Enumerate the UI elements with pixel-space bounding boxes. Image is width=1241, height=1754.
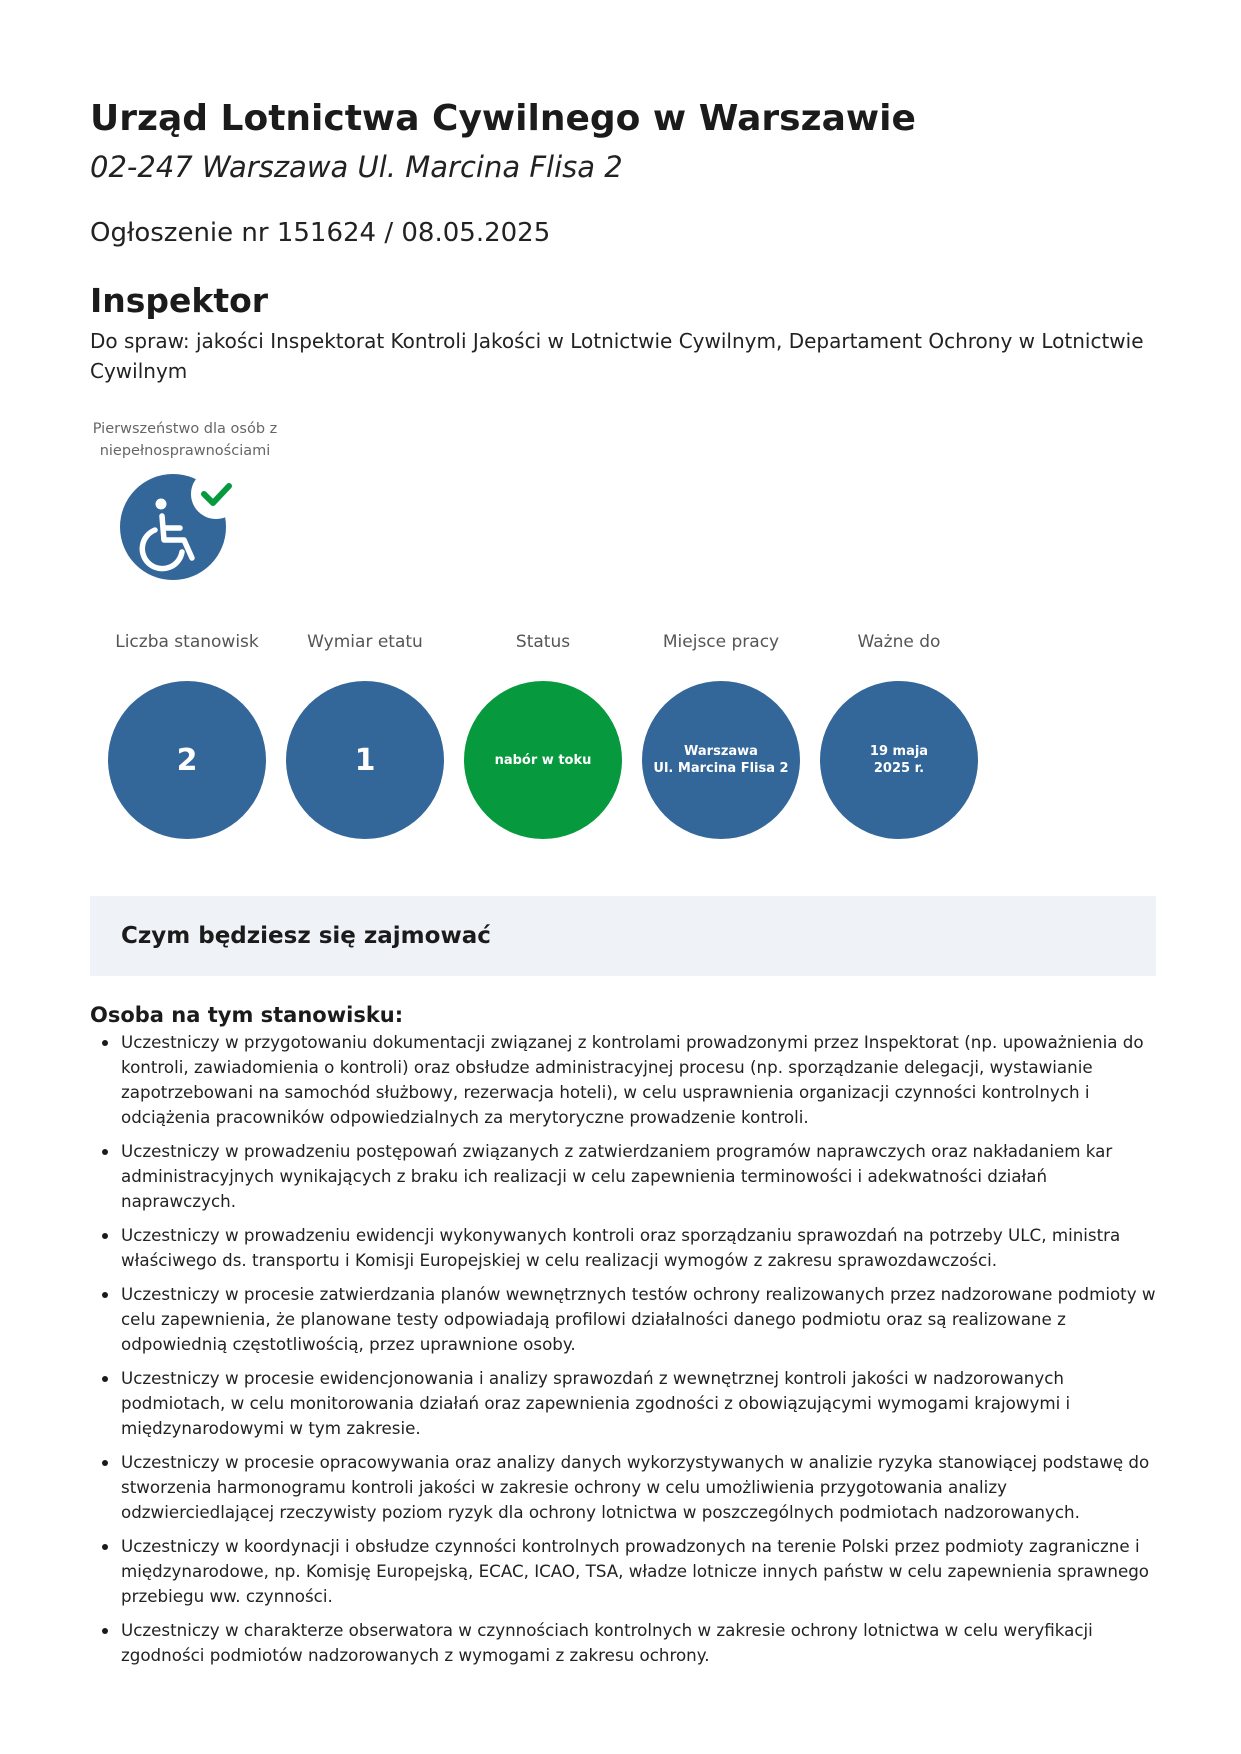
stat-circle	[642, 681, 800, 839]
stat-value-line2: 2025 r.	[873, 761, 925, 776]
disability-priority	[80, 418, 290, 584]
stat-label: Wymiar etatu	[307, 632, 423, 652]
stat-value-line1: Warszawa	[684, 744, 758, 759]
stat-valid-until	[820, 630, 978, 839]
list-item: Uczestniczy w procesie ewidencjonowania i analizy sprawozdań z wewnętrznej kontroli jakości w nadzorowanych podmiotach, w celu monitorowania działań oraz zapewnienia zgodności z obowiązującymi wymogami krajowymi i międzynarodowymi w tym zakresie.	[90, 1366, 1156, 1441]
org-name: Urząd Lotnictwa Cywilnego w Warszawie	[90, 98, 916, 139]
list-item: Uczestniczy w charakterze obserwatora w czynnościach kontrolnych w zakresie ochrony lotnictwa w celu weryfikacji zgodności podmiotów nadzorowanych z wymogami z zakresu ochrony.	[90, 1618, 1156, 1668]
org-address: 02-247 Warszawa Ul. Marcina Flisa 2	[90, 150, 623, 184]
announcement-number: Ogłoszenie nr 151624 / 08.05.2025	[90, 218, 551, 248]
duties-heading: Osoba na tym stanowisku:	[90, 1003, 404, 1027]
stat-label: Miejsce pracy	[662, 632, 780, 652]
stat-status	[464, 630, 622, 839]
stat-value	[860, 743, 938, 777]
stat-positions	[108, 630, 266, 839]
stat-circle	[464, 681, 622, 839]
wheelchair-badge	[120, 474, 230, 584]
stat-circle	[108, 681, 266, 839]
stat-label: Liczba stanowisk	[115, 632, 259, 652]
section-title: Czym będziesz się zajmować	[121, 923, 491, 949]
job-title: Inspektor	[90, 281, 269, 320]
list-item: Uczestniczy w przygotowaniu dokumentacji związanej z kontrolami prowadzonymi przez Inspektorat (np. upoważnienia do kontroli, zawiadomienia o kontroli) oraz obsłudze administracyjnej procesu (np. sporządzanie delegacji, wystawianie zapotrzebowani na samochód służbowy, rezerwacja hoteli), w celu usprawnienia organizacji czynności kontrolnych i odciążenia pracowników odpowiedzialnych za merytoryczne prowadzenie kontroli.	[90, 1030, 1156, 1130]
job-stats	[108, 630, 1008, 850]
stat-workload	[286, 630, 444, 839]
section-header	[90, 896, 1156, 976]
stat-circle	[286, 681, 444, 839]
job-subtitle: Do spraw: jakości Inspektorat Kontroli Jakości w Lotnictwie Cywilnym, Departament Ochrony w Lotnictwie Cywilnym	[90, 329, 1144, 383]
stat-value: 2	[176, 742, 198, 778]
disability-priority-label: Pierwszeństwo dla osób z niepełnosprawnościami	[92, 421, 278, 459]
list-item: Uczestniczy w procesie opracowywania oraz analizy danych wykorzystywanych w analizie ryzyka stanowiącej podstawę do stworzenia harmonogramu kontroli jakości w zakresie ochrony w celu umożliwienia przygotowania analizy odzwierciedlającej rzeczywisty poziom ryzyk dla ochrony lotnictwa w poszczególnych podmiotach nadzorowanych.	[90, 1450, 1156, 1525]
stat-value-line2: Ul. Marcina Flisa 2	[653, 761, 789, 776]
stat-value: nabór w toku	[494, 752, 592, 768]
stat-value-line1: 19 maja	[869, 744, 929, 759]
stat-value: 1	[354, 742, 376, 778]
stat-workplace	[642, 630, 800, 839]
stat-circle	[820, 681, 978, 839]
list-item: Uczestniczy w prowadzeniu ewidencji wykonywanych kontroli oraz sporządzaniu sprawozdań na potrzeby ULC, ministra właściwego ds. transportu i Komisji Europejskiej w celu realizacji wymogów z zakresu sprawozdawczości.	[90, 1223, 1156, 1273]
list-item: Uczestniczy w prowadzeniu postępowań związanych z zatwierdzaniem programów naprawczych oraz nakładaniem kar administracyjnych wynikających z braku ich realizacji w celu zapewnienia terminowości i adekwatności działań naprawczych.	[90, 1139, 1156, 1214]
list-item: Uczestniczy w procesie zatwierdzania planów wewnętrznych testów ochrony realizowanych przez nadzorowane podmioty w celu zapewnienia, że planowane testy odpowiadają profilowi działalności danego podmiotu oraz są realizowane z odpowiednią częstotliwością, przez uprawnione osoby.	[90, 1282, 1156, 1357]
stat-value	[643, 743, 798, 777]
wheelchair-icon	[120, 474, 250, 584]
duties-list	[90, 1030, 1156, 1668]
list-item: Uczestniczy w koordynacji i obsłudze czynności kontrolnych prowadzonych na terenie Polski przez podmioty zagraniczne i międzynarodowe, np. Komisję Europejską, ECAC, ICAO, TSA, władze lotnicze innych państw w celu zapewnienia sprawnego przebiegu ww. czynności.	[90, 1534, 1156, 1609]
stat-label: Status	[515, 632, 571, 652]
duties-section	[90, 1000, 1156, 1677]
document-header	[90, 96, 1156, 386]
stat-label: Ważne do	[857, 632, 941, 652]
